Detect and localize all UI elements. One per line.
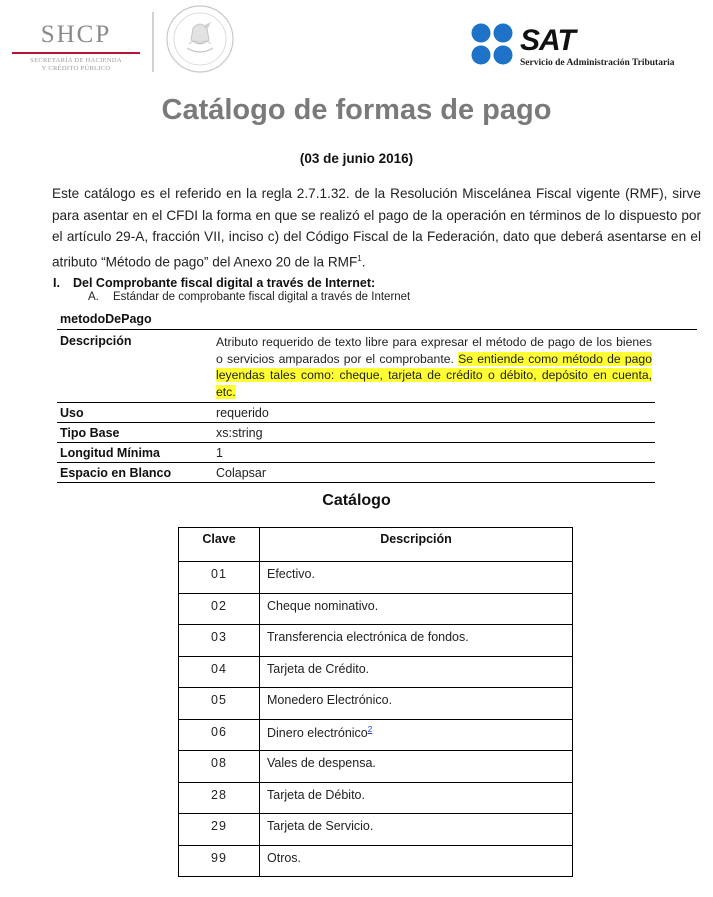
header-divider (152, 12, 154, 72)
table-row (179, 751, 573, 783)
table-row (179, 593, 573, 625)
cell-descripcion: Efectivo. (260, 562, 573, 594)
attr-value: Colapsar (213, 463, 655, 483)
table-row (179, 782, 573, 814)
attr-key: Uso (57, 403, 213, 423)
shcp-wordmark: SHCP (40, 21, 112, 48)
cell-clave: 01 (179, 562, 260, 594)
sat-subtitle: Servicio de Administración Tributaria (520, 58, 675, 68)
footnote-link-2[interactable]: 2 (367, 724, 373, 734)
cell-clave: 02 (179, 593, 260, 625)
table-row (57, 331, 655, 403)
intro-paragraph: Este catálogo es el referido en la regla 2.7.1.32. de la Resolución Miscelánea Fiscal vigente (RMF), sirve para asentar en el CFDI la forma en que se realizó el pago de la operación en términos de lo dispuesto por el artículo 29-A, fracción VII, inciso c) del Código Fiscal de la Federación, dato que deberá asentarse en el atributo “Método de pago” del Anexo 20 de la RMF$^1$. (52, 186, 701, 270)
subsection-number: A. (88, 291, 99, 303)
attribute-name: metodoDePago (60, 312, 152, 326)
attr-desc-text: Atributo requerido de texto libre para expresar el método de pago de los bienes o servicios amparados por el comprobante. (216, 335, 652, 366)
header-clave: Clave (179, 528, 260, 562)
shcp-subtitle-2: Y CRÉDITO PÚBLICO (41, 65, 111, 72)
table-row (57, 423, 655, 443)
cell-descripcion: Cheque nominativo. (260, 593, 573, 625)
attr-value: requerido (213, 403, 655, 423)
table-row (57, 403, 655, 423)
attr-key: Longitud Mínima (57, 443, 213, 463)
table-row (179, 656, 573, 688)
shcp-red-rule (12, 52, 140, 54)
shcp-logo (12, 22, 140, 73)
cell-clave: 04 (179, 656, 260, 688)
attr-value: 1 (213, 443, 655, 463)
sat-logo (470, 22, 705, 70)
cell-clave: 08 (179, 751, 260, 783)
mexican-seal-icon (165, 4, 235, 74)
table-row (57, 443, 655, 463)
cell-clave: 29 (179, 814, 260, 846)
subsection-title: Estándar de comprobante fiscal digital a través de Internet (113, 291, 411, 303)
cell-clave: 99 (179, 845, 260, 877)
attr-key: Espacio en Blanco (57, 463, 213, 483)
cell-clave: 28 (179, 782, 260, 814)
cell-clave: 05 (179, 688, 260, 720)
table-row (57, 463, 655, 483)
table-row (179, 688, 573, 720)
cell-descripcion: Otros. (260, 845, 573, 877)
cell-descripcion-text: Dinero electrónico (267, 725, 368, 740)
catalog-title: Catálogo (322, 492, 391, 509)
table-header-row (179, 528, 573, 562)
cell-descripcion: Tarjeta de Débito. (260, 782, 573, 814)
table-row (179, 625, 573, 657)
cell-clave: 06 (179, 719, 260, 751)
sat-dots-icon (470, 22, 514, 66)
table-row (179, 719, 573, 751)
intro-text: Este catálogo es el referido en la regla 2.7.1.32. de la Resolución Miscelánea Fiscal vigente (RMF), sirve para asentar en el CFDI la forma en que se realizó el pago de la operación en términos de lo dispuesto por el artículo 29-A, fracción VII, inciso c) del Código Fiscal de la Federación, dato que deberá asentarse en el atributo “Método de pago” del Anexo 20 de la RMF (52, 186, 701, 270)
sat-wordmark: SAT (520, 24, 575, 57)
cell-descripcion: Vales de despensa. (260, 751, 573, 783)
cell-descripcion: Tarjeta de Crédito. (260, 656, 573, 688)
footnote-ref-1: 1 (357, 253, 362, 263)
section-number: I. (53, 276, 60, 290)
cell-descripcion (260, 719, 573, 751)
page-title: Catálogo de formas de pago (161, 94, 552, 126)
header-descripcion: Descripción (260, 528, 573, 562)
attr-key: Descripción (57, 331, 213, 403)
attr-desc-highlight: Se entiende como método de pago leyendas tales como: cheque, tarjeta de crédito o débito, depósito en cuenta, etc. (216, 351, 652, 399)
document-date: (03 de junio 2016) (299, 151, 414, 166)
table-row (179, 562, 573, 594)
cell-descripcion: Tarjeta de Servicio. (260, 814, 573, 846)
subsection-heading (88, 291, 410, 303)
attribute-rule (57, 329, 697, 330)
shcp-subtitle-1: SECRETARÍA DE HACIENDA (30, 57, 122, 64)
section-heading (53, 276, 375, 290)
cell-descripcion: Transferencia electrónica de fondos. (260, 625, 573, 657)
section-title: Del Comprobante fiscal digital a través de Internet: (73, 276, 376, 290)
attr-value: xs:string (213, 423, 655, 443)
table-row (179, 845, 573, 877)
cell-descripcion: Monedero Electrónico. (260, 688, 573, 720)
attr-key: Tipo Base (57, 423, 213, 443)
table-row (179, 814, 573, 846)
attribute-table (57, 331, 655, 483)
attr-value (213, 331, 655, 403)
catalog-table (178, 527, 573, 877)
cell-clave: 03 (179, 625, 260, 657)
